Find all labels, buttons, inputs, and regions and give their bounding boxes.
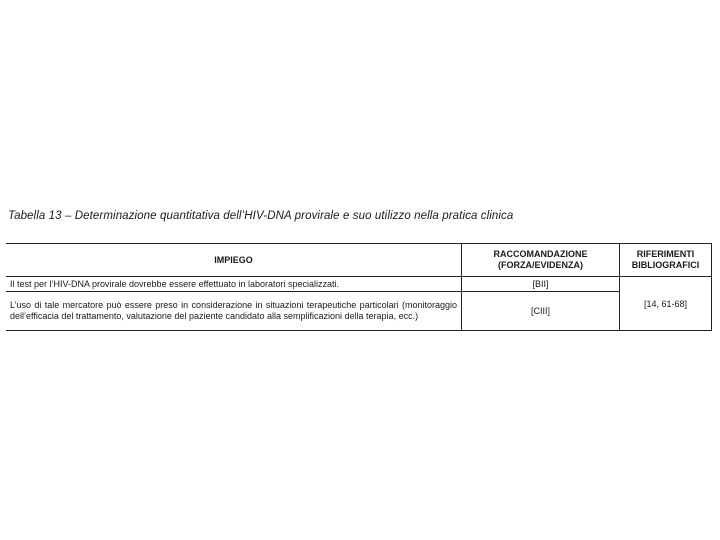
recommendation-table xyxy=(6,243,712,331)
header-riferimenti xyxy=(620,244,712,277)
header-raccomandazione xyxy=(462,244,620,277)
header-riferimenti-line1: RIFERIMENTI xyxy=(636,249,695,259)
row-recommendation: [CIII] xyxy=(462,292,620,331)
row-impiego-text: Il test per l’HIV-DNA provirale dovrebbe essere effettuato in laboratori specializzati. xyxy=(6,277,462,292)
references-cell: [14, 61-68] xyxy=(620,277,712,331)
table-row xyxy=(6,292,712,331)
row-impiego-text: L’uso di tale mercatore può essere preso in considerazione in situazioni terapeutiche particolari (monitoraggio dell’efficacia del trattamento, valutazione del paziente candidato alla semplificazioni della terapia, ecc.) xyxy=(6,292,462,331)
header-impiego: IMPIEGO xyxy=(6,244,462,277)
table-caption: Tabella 13 – Determinazione quantitativa dell’HIV-DNA provirale e suo utilizzo nella pratica clinica xyxy=(8,210,514,222)
header-raccomandazione-line2: (FORZA/EVIDENZA) xyxy=(498,260,584,270)
table-row xyxy=(6,277,712,292)
row-recommendation: [BII] xyxy=(462,277,620,292)
header-raccomandazione-line1: RACCOMANDAZIONE xyxy=(493,249,588,259)
table-header-row xyxy=(6,244,712,277)
header-riferimenti-line2: BIBLIOGRAFICI xyxy=(631,260,700,270)
